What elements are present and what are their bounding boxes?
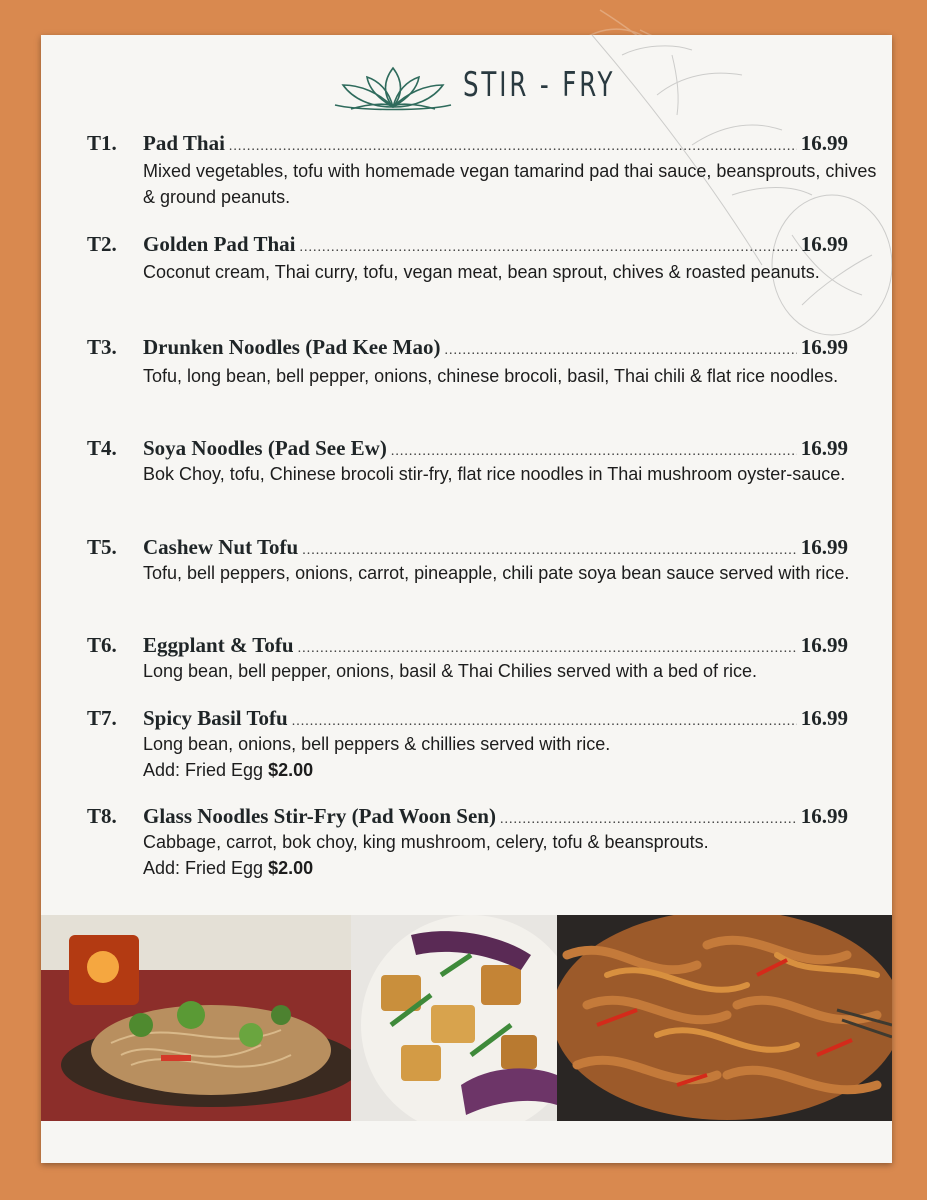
- addon-label: Add: Fried Egg: [143, 858, 264, 878]
- addon-line: [143, 757, 878, 783]
- item-code: T8.: [87, 804, 117, 828]
- item-name: Golden Pad Thai: [143, 232, 296, 256]
- item-description: Bok Choy, tofu, Chinese brocoli stir-fry, flat rice noodles in Thai mushroom oyster-sauce.: [143, 464, 846, 484]
- dot-leader: [391, 444, 797, 460]
- addon-price: $2.00: [268, 760, 314, 780]
- item-code: T6.: [87, 633, 117, 657]
- item-description: Tofu, bell peppers, onions, carrot, pineapple, chili pate soya bean sauce served with rice.: [143, 563, 850, 583]
- section-title: STIR - FRY: [463, 65, 616, 105]
- dot-leader: [300, 240, 797, 256]
- dot-leader: [500, 812, 797, 828]
- item-code: T4.: [87, 436, 117, 460]
- item-code: T7.: [87, 706, 117, 730]
- item-description-text: Long bean, onions, bell peppers & chillies served with rice.: [143, 734, 611, 754]
- item-description: Mixed vegetables, tofu with homemade vegan tamarind pad thai sauce, beansprouts, chives & ground peanuts.: [143, 161, 877, 207]
- item-description: Tofu, long bean, bell pepper, onions, chinese brocoli, basil, Thai chili & flat rice noodles.: [143, 366, 839, 386]
- item-price: 16.99: [800, 706, 848, 730]
- dot-leader: [445, 343, 797, 359]
- item-price: 16.99: [800, 232, 848, 256]
- food-photo-noodles-plate: [41, 915, 351, 1121]
- item-price: 16.99: [800, 804, 848, 828]
- item-price: 16.99: [800, 436, 848, 460]
- item-description: [143, 829, 878, 881]
- item-code: T2.: [87, 232, 117, 256]
- item-name: Soya Noodles (Pad See Ew): [143, 436, 387, 460]
- item-description-text: Cabbage, carrot, bok choy, king mushroom, celery, tofu & beansprouts.: [143, 832, 709, 852]
- item-description: Coconut cream, Thai curry, tofu, vegan meat, bean sprout, chives & roasted peanuts.: [143, 262, 820, 282]
- item-description: Long bean, bell pepper, onions, basil & Thai Chilies served with a bed of rice.: [143, 661, 758, 681]
- item-price: 16.99: [800, 633, 848, 657]
- item-description: [143, 731, 878, 783]
- item-name: Spicy Basil Tofu: [143, 706, 288, 730]
- item-code: T3.: [87, 335, 117, 359]
- item-name: Drunken Noodles (Pad Kee Mao): [143, 335, 441, 359]
- item-name: Glass Noodles Stir-Fry (Pad Woon Sen): [143, 804, 496, 828]
- addon-line: [143, 855, 878, 881]
- food-photo-drunken-noodles: [557, 915, 892, 1121]
- dot-leader: [298, 641, 797, 657]
- addon-price: $2.00: [268, 858, 314, 878]
- menu-sheet: [41, 35, 892, 1163]
- item-price: 16.99: [800, 335, 848, 359]
- item-name: Cashew Nut Tofu: [143, 535, 299, 559]
- item-price: 16.99: [800, 131, 848, 155]
- item-code: T1.: [87, 131, 117, 155]
- dot-leader: [229, 139, 797, 155]
- addon-label: Add: Fried Egg: [143, 760, 264, 780]
- dot-leader: [302, 543, 797, 559]
- lotus-icon: [331, 63, 455, 113]
- item-name: Pad Thai: [143, 131, 225, 155]
- item-code: T5.: [87, 535, 117, 559]
- food-photo-strip: [41, 915, 892, 1121]
- item-price: 16.99: [800, 535, 848, 559]
- section-header: [41, 57, 892, 117]
- dot-leader: [292, 714, 797, 730]
- food-photo-eggplant-tofu: [351, 915, 557, 1121]
- item-name: Eggplant & Tofu: [143, 633, 294, 657]
